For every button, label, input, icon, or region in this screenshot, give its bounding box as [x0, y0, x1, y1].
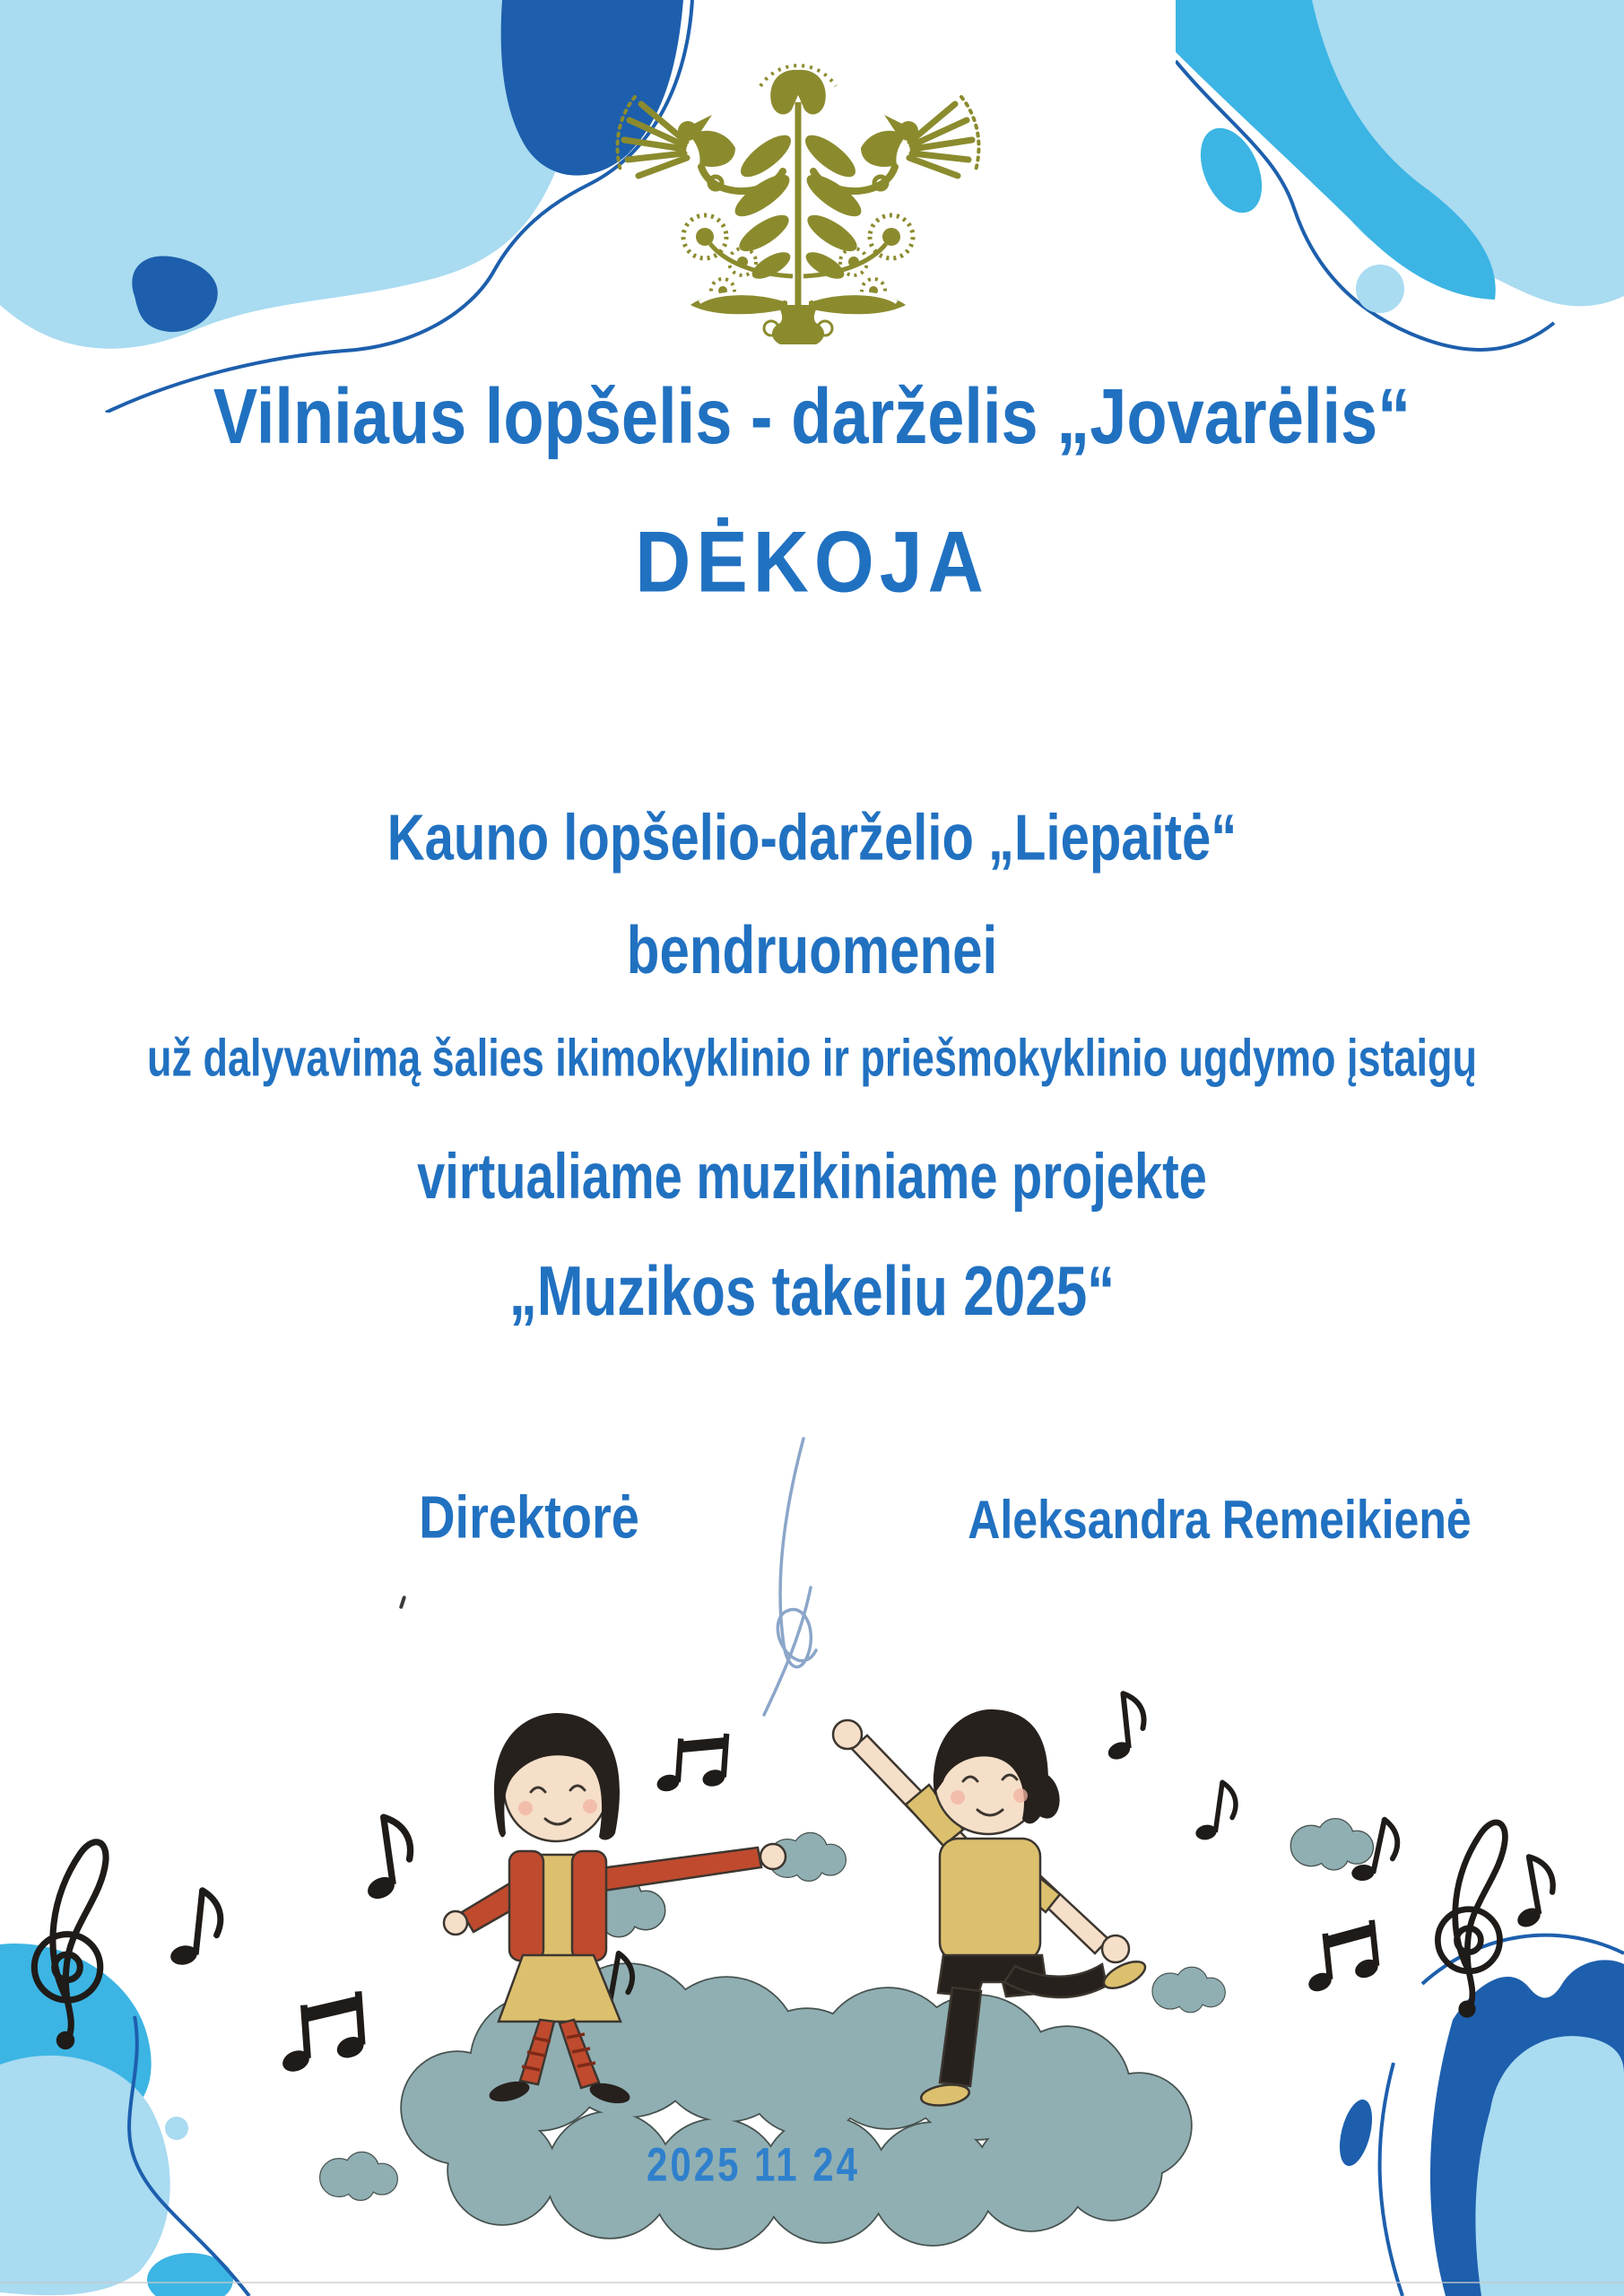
eighth-note-icon — [1100, 1692, 1149, 1763]
signature-name-label: Aleksandra Remeikienė — [968, 1490, 1472, 1551]
eighth-note-icon — [167, 1888, 223, 1972]
handwritten-signature-icon — [717, 1426, 897, 1731]
date-label: 2025 11 24 — [647, 2138, 860, 2191]
corner-decoration-top-right-icon — [1176, 0, 1624, 413]
thanks-heading: DĖKOJA — [635, 514, 989, 611]
signature-role-label: Direktorė — [419, 1483, 639, 1551]
eighth-note-icon — [355, 1814, 417, 1904]
beamed-notes-icon — [275, 1991, 369, 2075]
beamed-notes-icon — [654, 1729, 730, 1798]
reason-context-line: virtualiame muzikiniame projekte — [417, 1140, 1207, 1213]
issuer-title: Vilniaus lopšelis - darželis „Jovarėlis“ — [213, 372, 1411, 461]
scanner-edge-line — [0, 2282, 1624, 2283]
children-dancing-illustration — [0, 1686, 1624, 2296]
treble-clef-icon — [34, 1842, 106, 2049]
reason-line: už dalyvavimą šalies ikimokyklinio ir priešmokyklinio ugdymo įstaigų — [146, 1028, 1478, 1088]
eighth-note-icon — [1505, 1854, 1560, 1932]
eighth-note-icon — [1193, 1779, 1238, 1846]
treble-clef-icon — [1437, 1822, 1505, 2018]
beamed-notes-icon — [1300, 1919, 1383, 1995]
stray-pen-mark — [399, 1596, 406, 1610]
project-name-line: „Muzikos takeliu 2025“ — [508, 1253, 1116, 1331]
recipient-line: Kauno lopšelio-darželio „Liepaitė“ — [386, 801, 1238, 874]
folk-tree-of-life-ornament-icon — [601, 61, 995, 357]
recipient-suffix-line: bendruomenei — [626, 912, 998, 987]
